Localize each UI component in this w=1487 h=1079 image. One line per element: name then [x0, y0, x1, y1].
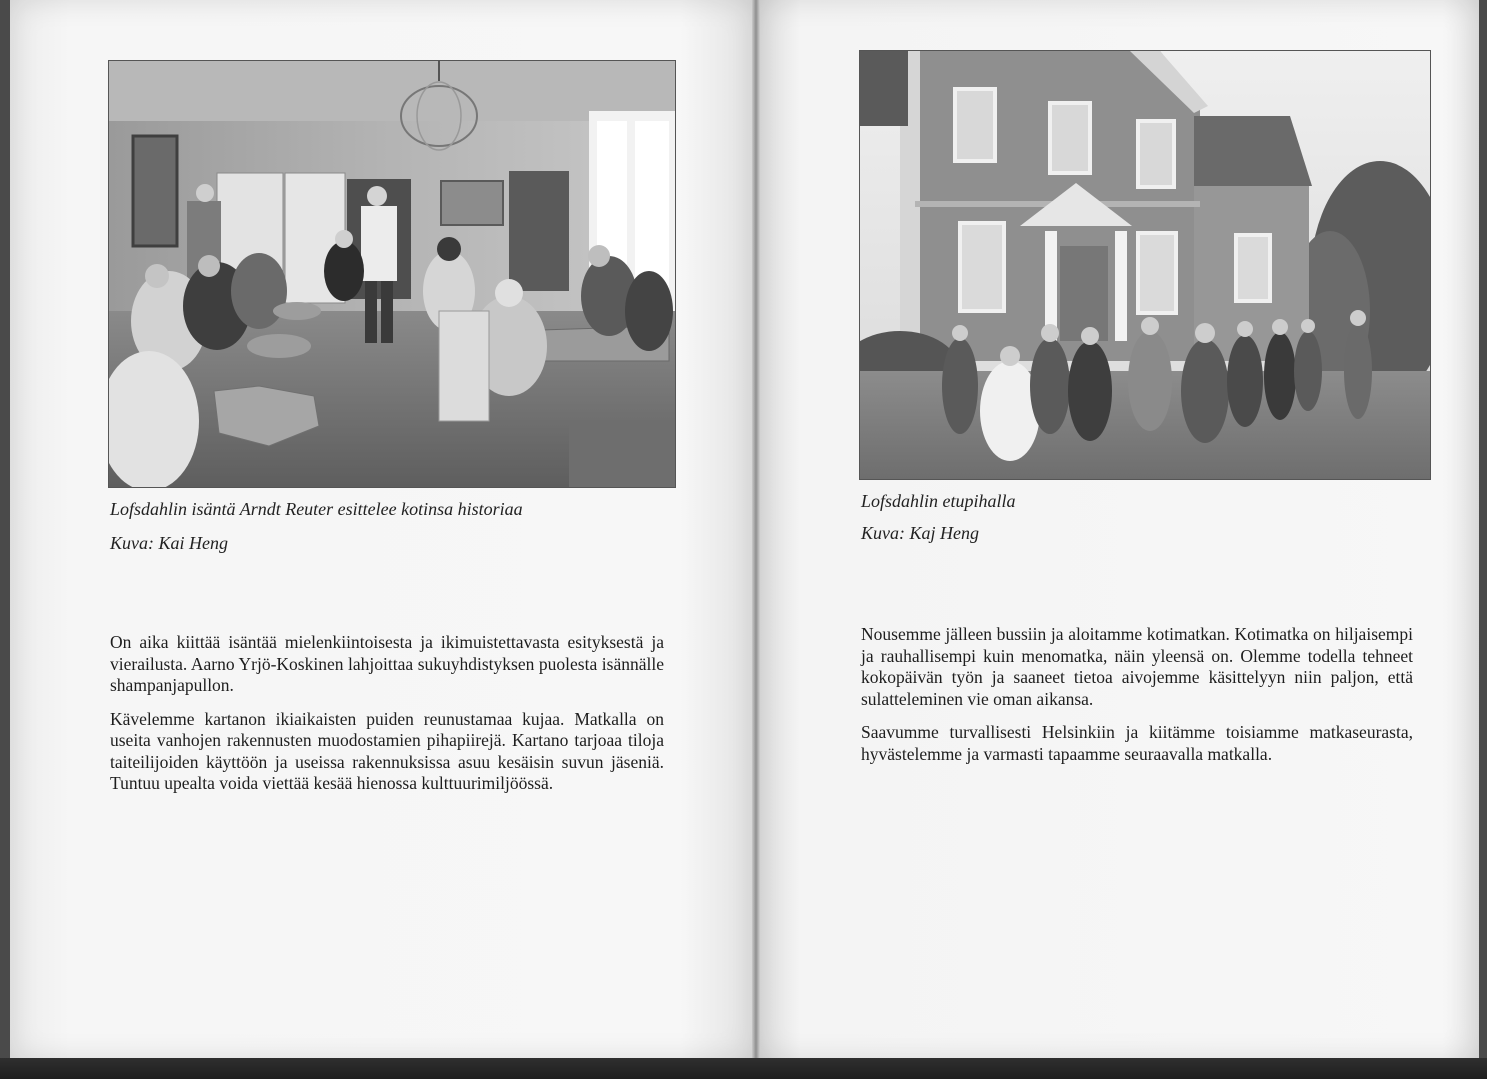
- exterior-photo: [859, 50, 1431, 480]
- left-photo-credit: Kuva: Kai Heng: [110, 533, 228, 553]
- right-photo-caption: Lofsdahlin etupihalla: [861, 491, 1016, 511]
- interior-photo: [108, 60, 676, 488]
- right-paragraph-1: Nousemme jälleen bussiin ja aloitamme kotimatkan. Kotimatka on hiljaisempi ja rauhallisempi kuin menomatka, näin yleensä on. Olemme todella tehneet kokopäivän työn ja saaneet tietoa aivojemme käsittelyyn niin paljon, että sulatteleminen vie oman aikansa.: [861, 624, 1413, 709]
- right-photo-credit: Kuva: Kaj Heng: [861, 523, 979, 543]
- book-gutter: [752, 0, 760, 1060]
- left-paragraph-1: On aika kiittää isäntää mielenkiintoisesta ja ikimuistettavasta esityksestä ja vierailusta. Aarno Yrjö-Koskinen lahjoittaa sukuyhdistyksen puolesta isännälle shampanjapullon.: [110, 632, 664, 695]
- left-body-text: [110, 632, 664, 807]
- left-paragraph-2: Kävelemme kartanon ikiaikaisten puiden reunustamaa kujaa. Matkalla on useita vanhojen rakennusten muodostamien pihapiirejä. Kartano tarjoaa tiloja taiteilijoiden käyttöön ja useissa rakennuksissa asuu kesäisin suvun jäseniä. Tuntuu upealta voida viettää kesää hienossa kulttuurimiljöössä.: [110, 708, 664, 793]
- right-body-text: [861, 624, 1413, 777]
- right-paragraph-2: Saavumme turvallisesti Helsinkiin ja kiitämme toisiamme matkaseurasta, hyvästelemme ja varmasti tapaamme seuraavalla matkalla.: [861, 722, 1413, 764]
- book-bottom-edge: [0, 1058, 1487, 1079]
- left-photo-caption: Lofsdahlin isäntä Arndt Reuter esittelee kotinsa historiaa: [110, 499, 523, 519]
